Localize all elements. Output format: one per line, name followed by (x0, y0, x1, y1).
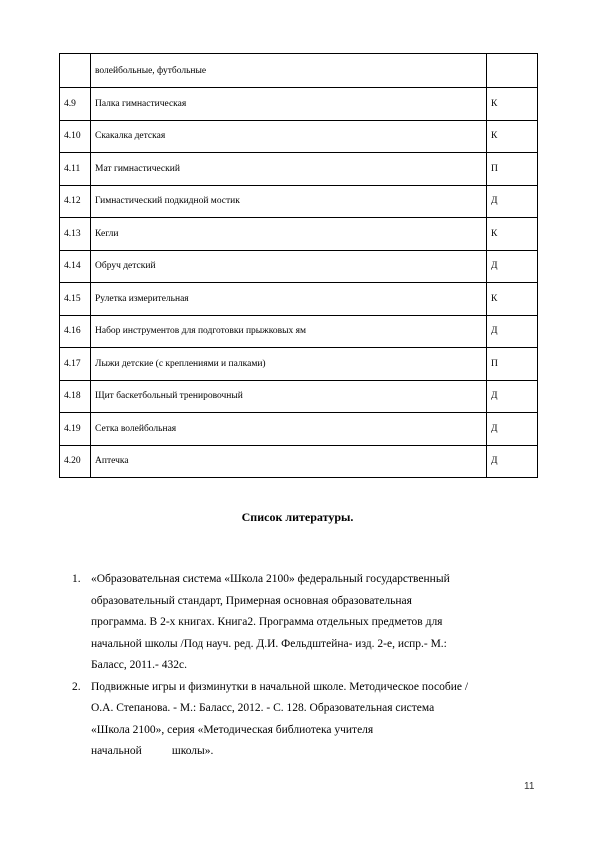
item-number: 4.18 (60, 380, 91, 413)
item-number (60, 54, 91, 88)
item-code: К (487, 283, 538, 316)
equipment-table (59, 53, 538, 478)
item-code: К (487, 88, 538, 121)
reference-line: программа. В 2-х книгах. Книга2. Программа отдельных предметов для (91, 616, 443, 628)
reference-line: «Образовательная система «Школа 2100» федеральный государственный (91, 573, 450, 585)
page-number: 11 (524, 781, 535, 792)
table-row (60, 120, 538, 153)
item-number: 4.16 (60, 315, 91, 348)
item-code: Д (487, 413, 538, 446)
item-code: Д (487, 250, 538, 283)
reference-line-last (91, 741, 532, 763)
item-number: 4.11 (60, 153, 91, 186)
item-number: 4.14 (60, 250, 91, 283)
item-name: Обруч детский (91, 250, 487, 283)
reference-line: О.А. Степанова. - М.: Баласс, 2012. - С. 128. Образовательная система (91, 702, 435, 714)
table-row (60, 445, 538, 478)
reference-number: 2. (72, 680, 81, 693)
references-list (72, 569, 532, 763)
reference-line: начальной школы /Под науч. ред. Д.И. Фельдштейна- изд. 2-е, испр.- М.: (91, 637, 447, 650)
item-code: Д (487, 445, 538, 478)
item-name: Рулетка измерительная (91, 283, 487, 316)
item-name: Кегли (91, 218, 487, 251)
equipment-table-container (59, 53, 537, 478)
item-name: Скакалка детская (91, 120, 487, 153)
reference-text-part: школы». (171, 745, 214, 757)
table-row (60, 380, 538, 413)
item-code: Д (487, 315, 538, 348)
item-code: Д (487, 185, 538, 218)
table-row (60, 185, 538, 218)
references-title: Список литературы. (241, 510, 354, 524)
item-name: Палка гимнастическая (91, 88, 487, 121)
reference-item (72, 569, 532, 677)
reference-line: Подвижные игры и физминутки в начальной школе. Методическое пособие / (91, 680, 469, 693)
item-number: 4.13 (60, 218, 91, 251)
table-row (60, 218, 538, 251)
table-row (60, 250, 538, 283)
item-number: 4.9 (60, 88, 91, 121)
item-code: К (487, 120, 538, 153)
item-name: Сетка волейбольная (91, 413, 487, 446)
item-code (487, 54, 538, 88)
item-name: Мат гимнастический (91, 153, 487, 186)
item-number: 4.10 (60, 120, 91, 153)
item-name: Аптечка (91, 445, 487, 478)
table-row (60, 315, 538, 348)
item-code: П (487, 153, 538, 186)
reference-line: образовательный стандарт, Примерная основная образовательная (91, 594, 412, 607)
reference-line: «Школа 2100», серия «Методическая библиотека учителя (91, 723, 374, 736)
reference-item (72, 677, 532, 763)
item-number: 4.20 (60, 445, 91, 478)
item-name: Гимнастический подкидной мостик (91, 185, 487, 218)
item-name: Лыжи детские (с креплениями и палками) (91, 348, 487, 381)
item-number: 4.15 (60, 283, 91, 316)
table-row (60, 413, 538, 446)
item-code: К (487, 218, 538, 251)
item-number: 4.17 (60, 348, 91, 381)
item-name: Набор инструментов для подготовки прыжковых ям (91, 315, 487, 348)
reference-line: Баласс, 2011.- 432с. (91, 659, 187, 671)
item-name: Щит баскетбольный тренировочный (91, 380, 487, 413)
table-row (60, 283, 538, 316)
reference-number: 1. (72, 573, 81, 585)
item-number: 4.19 (60, 413, 91, 446)
table-row (60, 88, 538, 121)
table-row (60, 348, 538, 381)
item-number: 4.12 (60, 185, 91, 218)
table-row (60, 153, 538, 186)
item-code: П (487, 348, 538, 381)
item-code: Д (487, 380, 538, 413)
item-name: волейбольные, футбольные (91, 54, 487, 88)
reference-text-part: начальной (91, 745, 142, 757)
table-row (60, 54, 538, 88)
